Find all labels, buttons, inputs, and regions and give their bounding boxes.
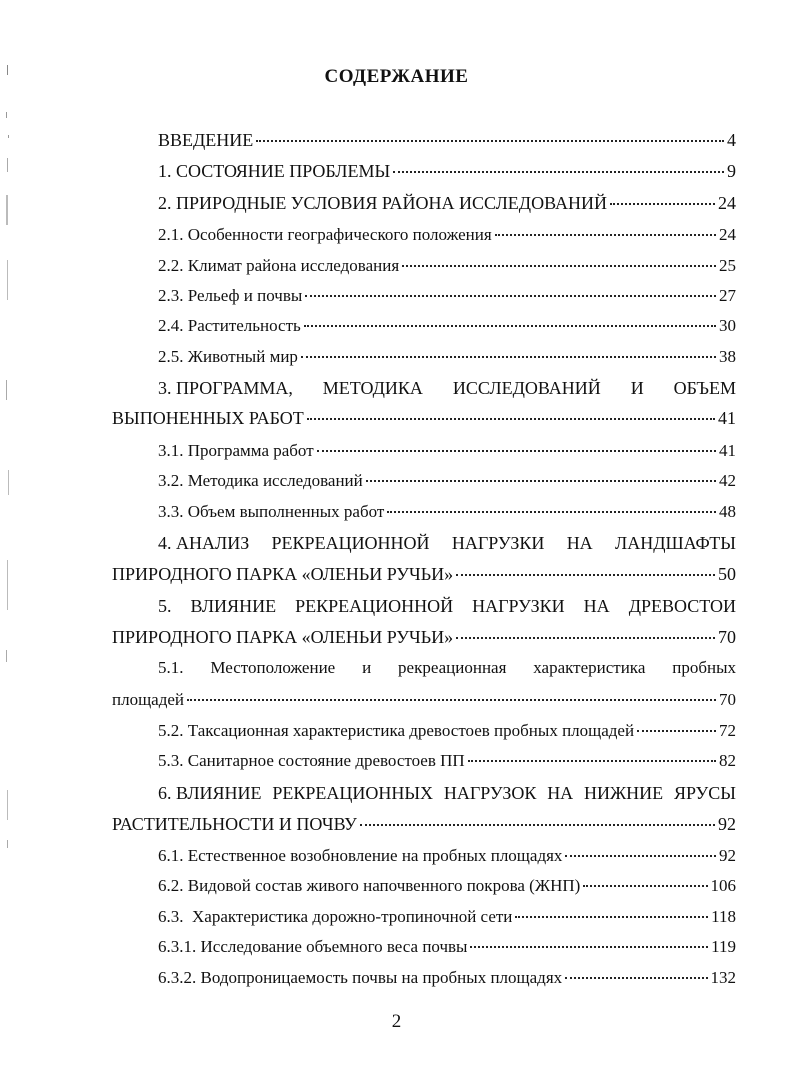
toc-word: рекреационная <box>398 658 507 677</box>
toc-entry-s3-line1[interactable] <box>158 377 736 399</box>
toc-word: 5. <box>158 596 172 616</box>
toc-entry-s2-4[interactable] <box>158 315 736 337</box>
dot-leader <box>456 574 715 576</box>
toc-entry-title: 1. СОСТОЯНИЕ ПРОБЛЕМЫ <box>158 161 391 181</box>
toc-entry-title: ВВЕДЕНИЕ <box>158 130 254 150</box>
dot-leader <box>393 171 724 173</box>
toc-entry-title: 6.3.1. Исследование объемного веса почвы <box>158 937 468 956</box>
toc-entry-page: 38 <box>719 347 736 366</box>
dot-leader <box>360 824 715 826</box>
toc-entry-page: 82 <box>719 751 736 770</box>
toc-title: СОДЕРЖАНИЕ <box>324 66 469 87</box>
toc-entry-title: ПРИРОДНОГО ПАРКА «ОЛЕНЬИ РУЧЬИ» <box>112 627 454 647</box>
toc-entry-s3-2[interactable] <box>158 470 736 492</box>
toc-entry-s6[interactable] <box>112 813 736 835</box>
dot-leader <box>495 234 716 236</box>
toc-word: 5.1. <box>158 658 184 677</box>
toc-word: НАГРУЗКИ <box>451 533 545 553</box>
toc-entry-title: 5.2. Таксационная характеристика древостоев пробных площадей <box>158 721 635 740</box>
toc-entry-s5-1-line1[interactable] <box>158 657 736 679</box>
toc-word: НАГРУЗОК <box>443 783 537 803</box>
toc-word: Местоположение <box>210 658 336 677</box>
toc-entry-page: 41 <box>719 441 736 460</box>
toc-entry-s5-line1[interactable] <box>158 595 736 617</box>
toc-entry-title: ПРИРОДНОГО ПАРКА «ОЛЕНЬИ РУЧЬИ» <box>112 564 454 584</box>
dot-leader <box>402 265 716 267</box>
toc-entry-title: 2. ПРИРОДНЫЕ УСЛОВИЯ РАЙОНА ИССЛЕДОВАНИЙ <box>158 193 607 213</box>
toc-entry-s2-2[interactable] <box>158 255 736 277</box>
toc-entry-s6-3-2[interactable] <box>158 967 736 989</box>
toc-entry-s1[interactable] <box>158 160 736 182</box>
toc-entry-title: 3.1. Программа работ <box>158 441 314 460</box>
dot-leader <box>583 885 707 887</box>
toc-word: ЛАНДШАФТЫ <box>615 533 736 553</box>
toc-word: РЕКРЕАЦИОННОЙ <box>295 596 454 616</box>
toc-entry-s5-1[interactable] <box>112 689 736 711</box>
toc-entry-page: 24 <box>718 193 736 213</box>
toc-entry-title: 2.4. Растительность <box>158 316 301 335</box>
dot-leader <box>637 730 716 732</box>
toc-word: пробных <box>672 658 736 677</box>
toc-entry-s3-3[interactable] <box>158 501 736 523</box>
toc-entry-s5-3[interactable] <box>158 750 736 772</box>
toc-word: НАГРУЗКИ <box>472 596 565 616</box>
toc-entry-page: 4 <box>727 130 736 150</box>
toc-entry-page: 119 <box>711 937 736 956</box>
toc-entry-s3-1[interactable] <box>158 440 736 462</box>
toc-word: ОБЪЕМ <box>673 378 736 398</box>
toc-entry-page: 72 <box>719 721 736 740</box>
dot-leader <box>256 140 724 142</box>
dot-leader <box>366 480 716 482</box>
toc-entry-page: 92 <box>719 846 736 865</box>
dot-leader <box>187 699 716 701</box>
toc-word: НА <box>566 533 593 553</box>
toc-entry-page: 48 <box>719 502 736 521</box>
toc-word: 3. ПРОГРАММА, <box>158 378 293 398</box>
dot-leader <box>565 855 716 857</box>
toc-word: 6. ВЛИЯНИЕ <box>158 783 262 803</box>
toc-entry-s3[interactable] <box>112 407 736 429</box>
toc-entry-title: ВЫПОНЕННЫХ РАБОТ <box>112 408 304 428</box>
scan-edge-noise <box>0 0 16 1075</box>
toc-entry-title: РАСТИТЕЛЬНОСТИ И ПОЧВУ <box>112 814 357 834</box>
dot-leader <box>470 946 708 948</box>
toc-entry-title: 2.5. Животный мир <box>158 347 298 366</box>
toc-word: НА <box>583 596 610 616</box>
toc-entry-s6-line1[interactable] <box>158 782 736 804</box>
toc-entry-s2[interactable] <box>158 192 736 214</box>
toc-word: ЯРУСЫ <box>673 783 736 803</box>
toc-word: МЕТОДИКА <box>322 378 423 398</box>
dot-leader <box>468 760 716 762</box>
dot-leader <box>304 325 716 327</box>
dot-leader <box>317 450 716 452</box>
toc-entry-page: 50 <box>718 564 736 584</box>
toc-entry-s4[interactable] <box>112 563 736 585</box>
toc-entry-title: 2.2. Климат района исследования <box>158 256 400 275</box>
toc-entry-page: 24 <box>719 225 736 244</box>
toc-word: РЕКРЕАЦИОННОЙ <box>271 533 430 553</box>
toc-entry-s2-3[interactable] <box>158 285 736 307</box>
toc-entry-s5[interactable] <box>112 626 736 648</box>
toc-entry-page: 25 <box>719 256 736 275</box>
toc-word: и <box>362 658 372 677</box>
dot-leader <box>301 356 716 358</box>
toc-entry-page: 27 <box>719 286 736 305</box>
toc-entry-page: 132 <box>710 968 736 987</box>
toc-entry-s2-1[interactable] <box>158 224 736 246</box>
toc-entry-title: 6.3. Характеристика дорожно-тропиночной сети <box>158 907 513 926</box>
toc-entry-title: 6.3.2. Водопроницаемость почвы на пробных площадях <box>158 968 563 987</box>
page-number: 2 <box>391 1011 402 1032</box>
dot-leader <box>456 637 715 639</box>
dot-leader <box>610 203 715 205</box>
toc-entry-page: 30 <box>719 316 736 335</box>
toc-entry-s5-2[interactable] <box>158 720 736 742</box>
toc-word: И <box>630 378 644 398</box>
toc-word: характеристика <box>533 658 646 677</box>
toc-entry-title: 3.2. Методика исследований <box>158 471 363 490</box>
toc-word: НА <box>547 783 574 803</box>
toc-entry-page: 70 <box>718 627 736 647</box>
toc-word: ВЛИЯНИЕ <box>190 596 277 616</box>
toc-entry-page: 42 <box>719 471 736 490</box>
dot-leader <box>565 977 707 979</box>
toc-entry-s4-line1[interactable] <box>158 532 736 554</box>
toc-entry-title: 3.3. Объем выполненных работ <box>158 502 385 521</box>
toc-entry-s6-3-1[interactable] <box>158 936 736 958</box>
toc-word: ДРЕВОСТОИ <box>628 596 736 616</box>
toc-entry-page: 106 <box>710 876 736 895</box>
toc-entry-title: 6.2. Видовой состав живого напочвенного покрова (ЖНП) <box>158 876 581 895</box>
toc-entry-s6-2[interactable] <box>158 875 736 897</box>
dot-leader <box>305 295 716 297</box>
toc-entry-title: 5.3. Санитарное состояние древостоев ПП <box>158 751 465 770</box>
toc-word: 4. АНАЛИЗ <box>158 533 250 553</box>
dot-leader <box>515 916 708 918</box>
toc-entry-title: 6.1. Естественное возобновление на пробных площадях <box>158 846 563 865</box>
dot-leader <box>387 511 716 513</box>
toc-entry-page: 9 <box>727 161 736 181</box>
toc-word: РЕКРЕАЦИОННЫХ <box>272 783 434 803</box>
toc-entry-title: 2.3. Рельеф и почвы <box>158 286 303 305</box>
toc-entry-page: 118 <box>711 907 736 926</box>
toc-entry-title: 2.1. Особенности географического положения <box>158 225 492 244</box>
toc-entry-s6-3[interactable] <box>158 906 736 928</box>
toc-entry-page: 70 <box>719 690 736 709</box>
toc-entry-title: площадей <box>112 690 185 709</box>
toc-entry-page: 41 <box>718 408 736 428</box>
toc-entry-s2-5[interactable] <box>158 346 736 368</box>
toc-entry-intro[interactable] <box>158 129 736 151</box>
toc-word: ИССЛЕДОВАНИЙ <box>452 378 601 398</box>
toc-entry-s6-1[interactable] <box>158 845 736 867</box>
toc-entry-page: 92 <box>718 814 736 834</box>
toc-word: НИЖНИЕ <box>584 783 664 803</box>
dot-leader <box>307 418 715 420</box>
